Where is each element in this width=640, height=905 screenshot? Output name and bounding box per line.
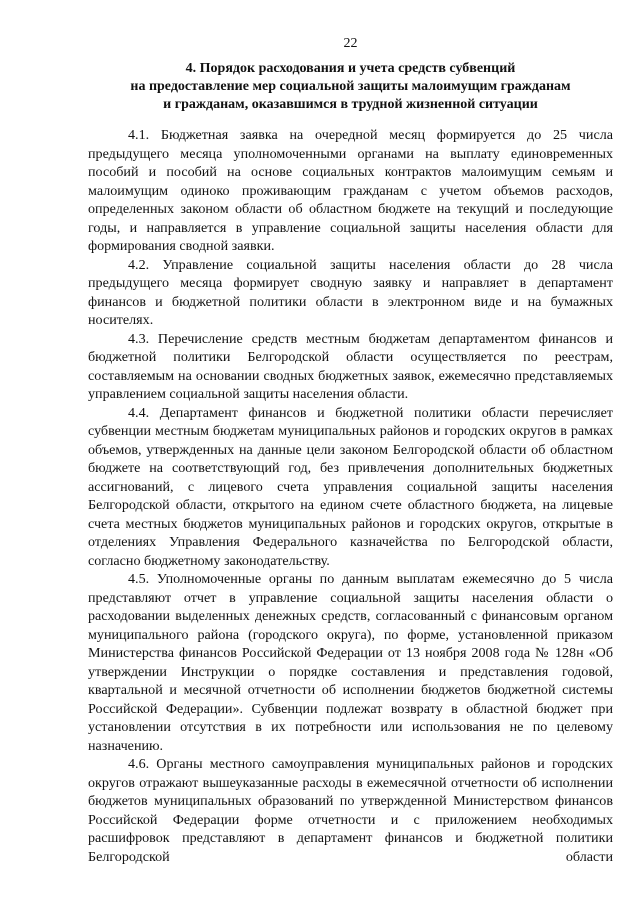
- document-body: [88, 126, 613, 866]
- paragraph-4-4: 4.4. Департамент финансов и бюджетной политики области перечисляет субвенции местным бюджетам муниципальных районов и городских округов в рамках объемов, утвержденных на данные цели законом Белгородской области об областном бюджете на соответствующий год, без привлечения дополнительных бюджетных ассигнований, с лицевого счета управления социальной защиты населения Белгородской области, открытого на едином счете областного бюджета, на лицевые счета местных бюджетов муниципальных районов и городских округов, открытые в отделениях Управления Федерального казначейства по Белгородской области, согласно бюджетному законодательству.: [88, 404, 613, 569]
- heading-line-3: и гражданам, оказавшимся в трудной жизненной ситуации: [163, 97, 538, 112]
- section-heading: [88, 60, 613, 114]
- heading-line-2: на предоставление мер социальной защиты малоимущим гражданам: [130, 79, 571, 94]
- paragraph-4-2: 4.2. Управление социальной защиты населения области до 28 числа предыдущего месяца формирует сводную заявку и направляет в департамент финансов и бюджетной политики области в электронном виде и на бумажных носителях.: [88, 256, 613, 328]
- paragraph-4-1: 4.1. Бюджетная заявка на очередной месяц формируется до 25 числа предыдущего месяца уполномоченными органами на выплату единовременных пособий и пособий на основе социальных контрактов малоимущим семьям и малоимущим одиноко проживающим гражданам с учетом объемов расходов, определенных законом области об областном бюджете на текущий и последующие годы, и направляется в управление социальной защиты населения области для формирования сводной заявки.: [88, 127, 613, 254]
- paragraph-4-6: 4.6. Органы местного самоуправления муниципальных районов и городских округов отражают вышеуказанные расходы в ежемесячной отчетности об исполнении бюджетов муниципальных образований по утвержденной Министерством финансов Российской Федерации форме отчетности и с приложением необходимых расшифровок представляют в департамент финансов и бюджетной политики Белгородской области: [88, 756, 613, 865]
- paragraph-4-5: 4.5. Уполномоченные органы по данным выплатам ежемесячно до 5 числа представляют отчет в управление социальной защиты населения области о расходовании выделенных денежных средств, согласованный с финансовым органом муниципального района (городского округа), по форме, установленной приказом Министерства финансов Российской Федерации от 13 ноября 2008 года № 128н «Об утверждении Инструкции о порядке составления и представления годовой, квартальной и месячной отчетности об исполнении бюджетов бюджетной системы Российской Федерации». Субвенции подлежат возврату в областной бюджет при установлении отсутствия в их потребности или использования не по целевому назначению.: [88, 571, 613, 754]
- document-page: [88, 0, 613, 905]
- paragraph-4-3: 4.3. Перечисление средств местным бюджетам департаментом финансов и бюджетной политики Белгородской области осуществляется по реестрам, составляемым на основании сводных бюджетных заявок, ежемесячно представляемых управлением социальной защиты населения области.: [88, 330, 613, 402]
- page-number: 22: [343, 36, 358, 51]
- heading-line-1: 4. Порядок расходования и учета средств субвенций: [185, 61, 516, 76]
